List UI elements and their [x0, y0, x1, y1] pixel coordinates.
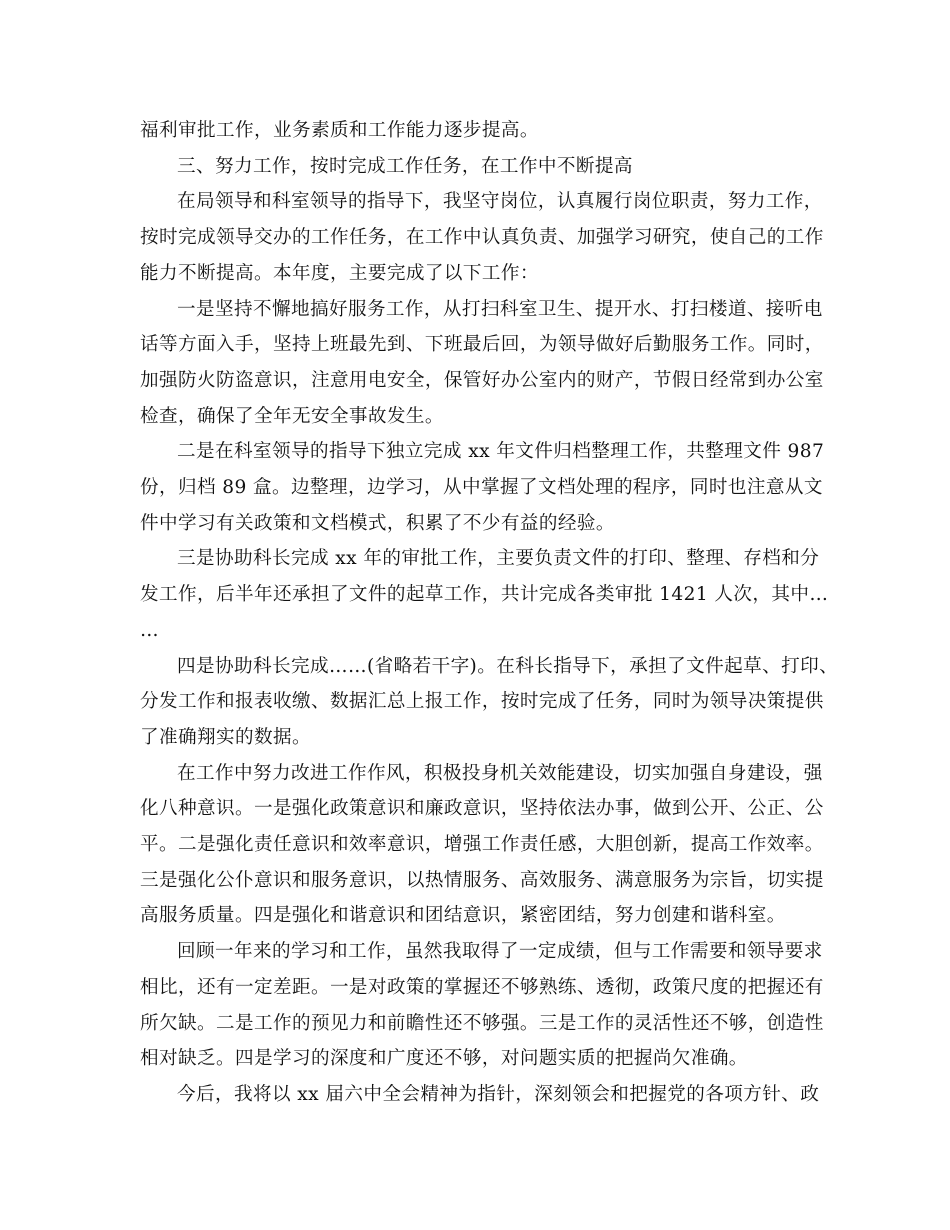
text-line: 四是协助科长完成……(省略若干字)。在科长指导下，承担了文件起草、打印、	[177, 655, 839, 677]
paragraph	[140, 1077, 820, 1113]
text-line: 三是强化公仆意识和服务意识，以热情服务、高效服务、满意服务为宗旨，切实提	[140, 869, 824, 891]
text-line: 一是坚持不懈地搞好服务工作，从打扫科室卫生、提开水、打扫楼道、接听电	[177, 298, 823, 320]
text-line: 平。二是强化责任意识和效率意识，增强工作责任感，大胆创新，提高工作效率。	[140, 834, 824, 856]
paragraph	[140, 649, 839, 756]
text-line: 加强防火防盗意识，注意用电安全，保管好办公室内的财产，节假日经常到办公室	[140, 369, 824, 391]
text-line: 今后，我将以 xx 届六中全会精神为指针，深刻领会和把握党的各项方针、政	[177, 1083, 820, 1105]
paragraph	[140, 756, 824, 935]
text-line: 分发工作和报表收缴、数据汇总上报工作，按时完成了任务，同时为领导决策提供	[140, 691, 824, 713]
paragraph	[140, 292, 824, 435]
paragraph	[140, 184, 824, 291]
text-line: 二是在科室领导的指导下独立完成 xx 年文件归档整理工作，共整理文件 987	[177, 441, 825, 463]
text-line: 了准确翔实的数据。	[140, 726, 311, 748]
text-line: 在局领导和科室领导的指导下，我坚守岗位，认真履行岗位职责，努力工作，	[177, 191, 823, 213]
text-line: 三、努力工作，按时完成工作任务，在工作中不断提高	[177, 155, 633, 177]
text-line: 份，归档 89 盒。边整理，边学习，从中掌握了文档处理的程序，同时也注意从文	[140, 477, 823, 499]
text-line: …	[140, 619, 159, 641]
text-line: 发工作，后半年还承担了文件的起草工作，共计完成各类审批 1421 人次，其中…	[140, 584, 829, 606]
text-line: 检查，确保了全年无安全事故发生。	[140, 405, 444, 427]
text-line: 回顾一年来的学习和工作，虽然我取得了一定成绩，但与工作需要和领导要求	[177, 941, 823, 963]
text-line: 话等方面入手，坚持上班最先到、下班最后回，为领导做好后勤服务工作。同时，	[140, 334, 824, 356]
text-line: 在工作中努力改进工作作风，积极投身机关效能建设，切实加强自身建设，强	[177, 762, 823, 784]
document-body	[140, 113, 839, 1113]
paragraph	[140, 541, 829, 648]
text-line: 相对缺乏。四是学习的深度和广度还不够，对问题实质的把握尚欠准确。	[140, 1048, 748, 1070]
text-line: 化八种意识。一是强化政策意识和廉政意识，坚持依法办事，做到公开、公正、公	[140, 798, 824, 820]
paragraph	[140, 434, 825, 541]
text-line: 福利审批工作，业务素质和工作能力逐步提高。	[140, 120, 539, 141]
paragraph	[140, 149, 816, 185]
text-line: 按时完成领导交办的工作任务，在工作中认真负责、加强学习研究，使自己的工作	[140, 227, 824, 249]
text-line: 三是协助科长完成 xx 年的审批工作，主要负责文件的打印、整理、存档和分	[177, 548, 820, 570]
paragraph	[140, 113, 816, 149]
text-line: 能力不断提高。本年度，主要完成了以下工作：	[140, 262, 539, 284]
text-line: 相比，还有一定差距。一是对政策的掌握还不够熟练、透彻，政策尺度的把握还有	[140, 976, 824, 998]
text-line: 件中学习有关政策和文档模式，积累了不少有益的经验。	[140, 512, 615, 534]
paragraph	[140, 934, 824, 1077]
text-line: 所欠缺。二是工作的预见力和前瞻性还不够强。三是工作的灵活性还不够，创造性	[140, 1012, 824, 1034]
text-line: 高服务质量。四是强化和谐意识和团结意识，紧密团结，努力创建和谐科室。	[140, 905, 786, 927]
